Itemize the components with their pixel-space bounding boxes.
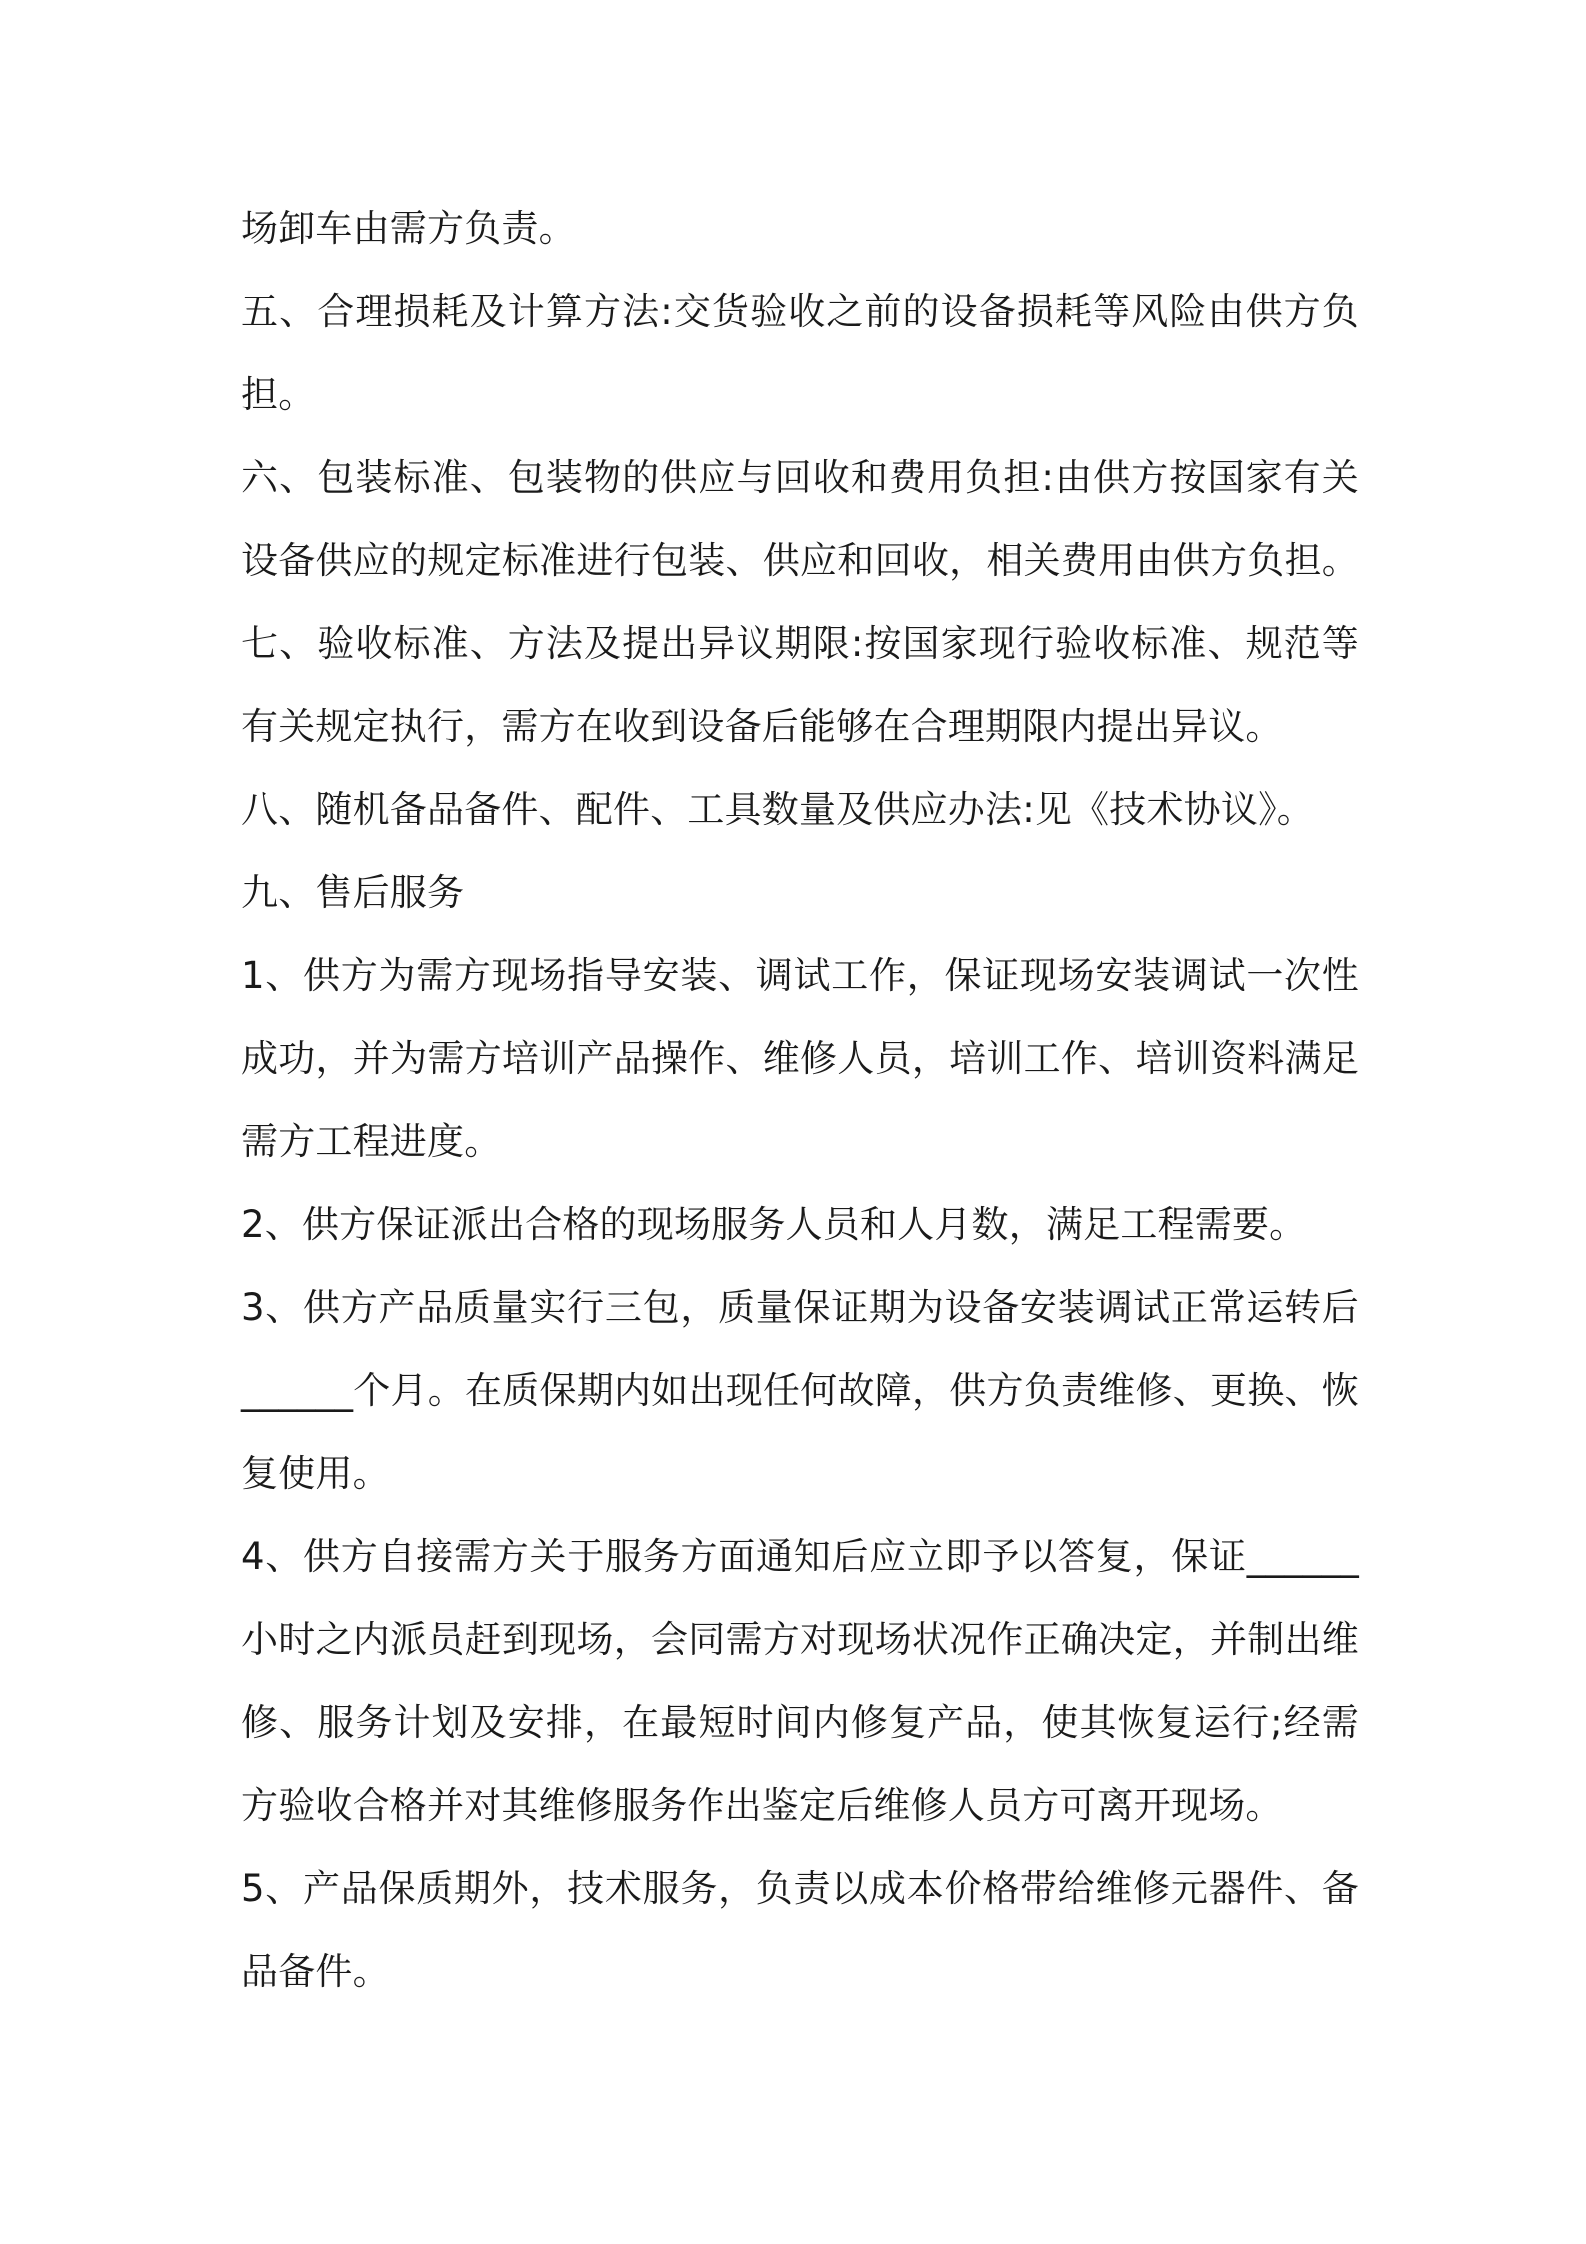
text-line: 有关规定执行，需方在收到设备后能够在合理期限内提出异议。 [241,705,1283,748]
text-line: 5、产品保质期外，技术服务，负责以成本价格带给维修元器件、备 [241,1867,1359,1910]
text-line: 担。 [241,373,316,416]
text-line: 八、随机备品备件、配件、工具数量及供应办法:见《技术协议》。 [241,788,1314,831]
text-line: 五、合理损耗及计算方法:交货验收之前的设备损耗等风险由供方负 [241,290,1359,333]
text-line: 场卸车由需方负责。 [241,207,576,250]
text-line: 2、供方保证派出合格的现场服务人员和人月数，满足工程需要。 [241,1203,1307,1246]
text-line: 1、供方为需方现场指导安装、调试工作，保证现场安装调试一次性 [241,954,1359,997]
text-line: 设备供应的规定标准进行包装、供应和回收，相关费用由供方负担。 [241,539,1359,582]
text-line: 七、验收标准、方法及提出异议期限:按国家现行验收标准、规范等 [241,622,1359,665]
text-line: 成功，并为需方培训产品操作、维修人员，培训工作、培训资料满足 [241,1037,1359,1080]
text-line: 六、包装标准、包装物的供应与回收和费用负担:由供方按国家有关 [241,456,1359,499]
text-line: 修、服务计划及安排，在最短时间内修复产品，使其恢复运行;经需 [241,1701,1359,1744]
text-line: 方验收合格并对其维修服务作出鉴定后维修人员方可离开现场。 [241,1784,1283,1827]
text-line: 小时之内派员赶到现场，会同需方对现场状况作正确决定，并制出维 [241,1618,1359,1661]
text-line: 复使用。 [241,1452,390,1495]
text-line: 需方工程进度。 [241,1120,502,1163]
text-line: 3、供方产品质量实行三包，质量保证期为设备安装调试正常运转后 [241,1286,1359,1329]
section-heading: 九、售后服务 [241,871,465,914]
contract-text [241,187,1359,2013]
text-line: ______个月。在质保期内如出现任何故障，供方负责维修、更换、恢 [241,1369,1359,1412]
text-line: 品备件。 [241,1950,390,1993]
text-line: 4、供方自接需方关于服务方面通知后应立即予以答复，保证______ [241,1535,1359,1578]
